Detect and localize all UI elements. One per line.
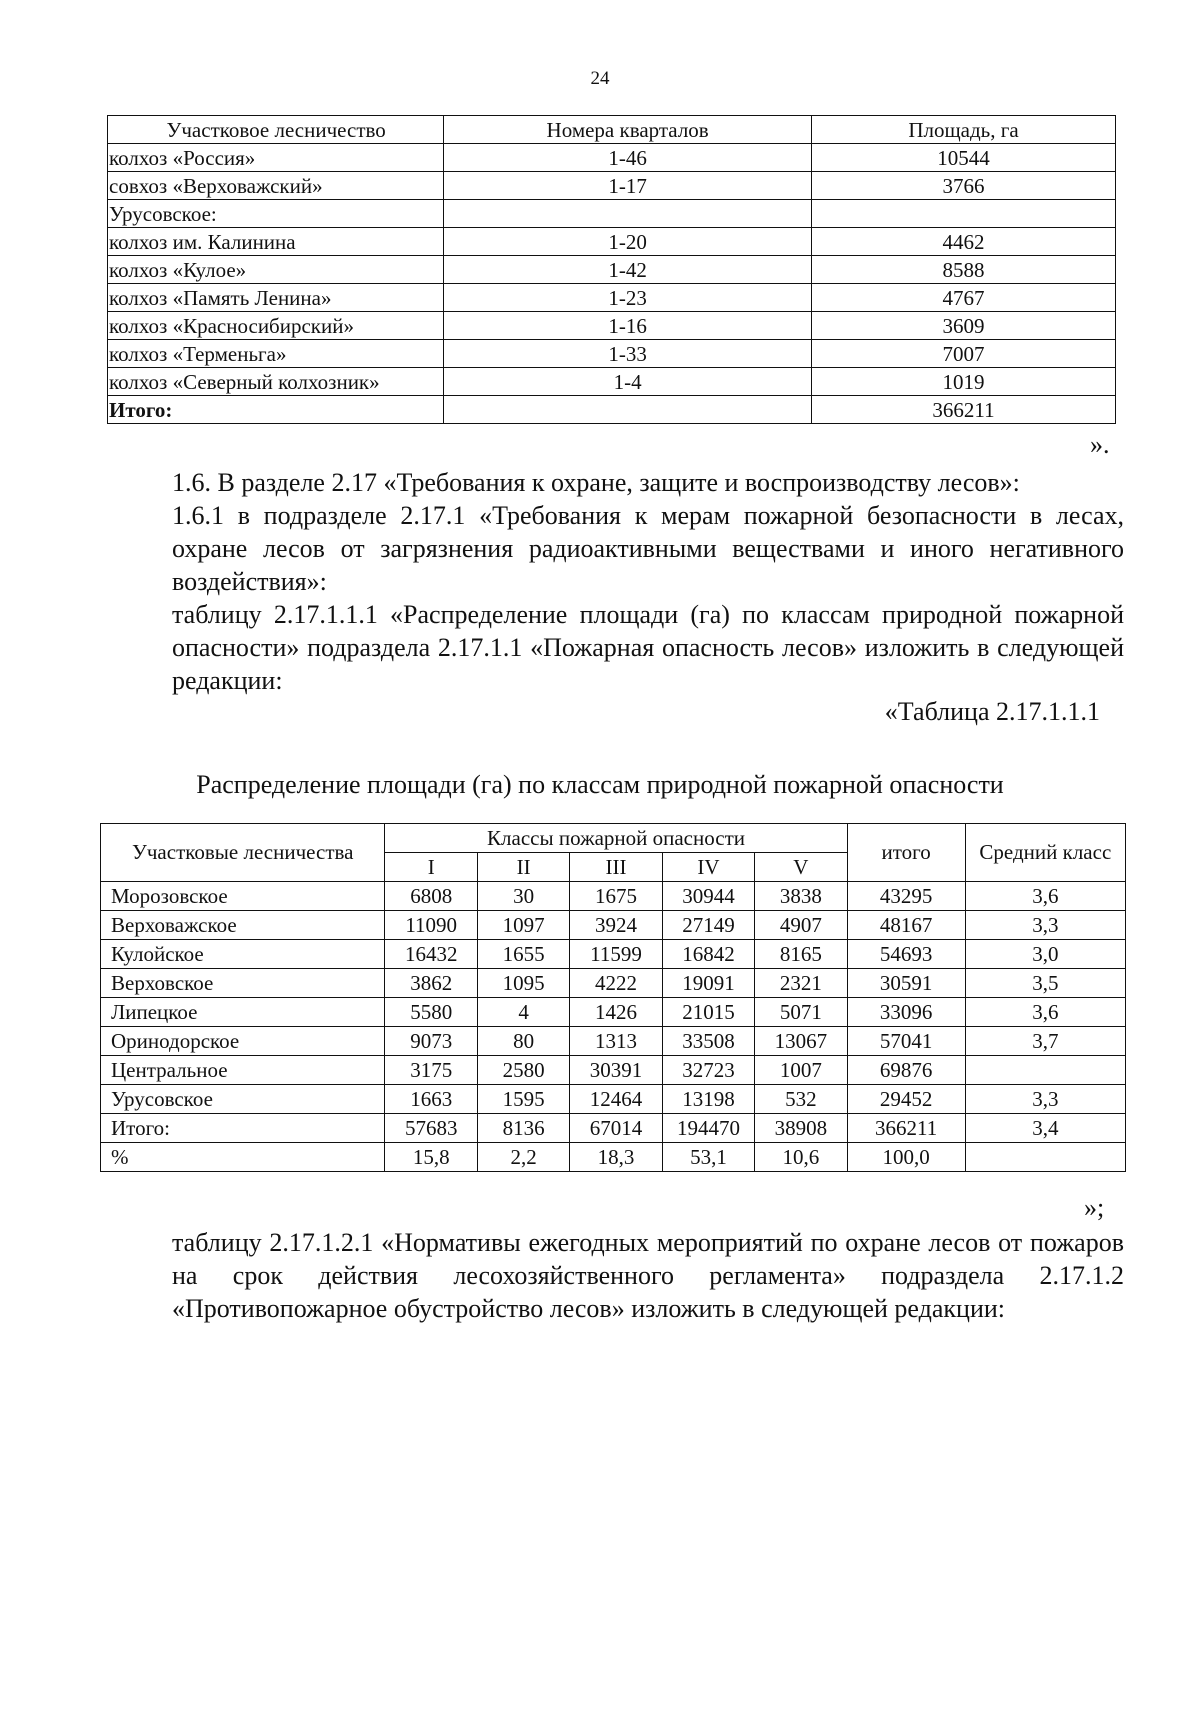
table-row (101, 940, 1126, 969)
table-row (101, 1114, 1126, 1143)
class-2-cell: 2,2 (477, 1143, 569, 1172)
quarters-cell (444, 396, 812, 424)
class-2-cell: 4 (477, 998, 569, 1027)
table-row (108, 228, 1116, 256)
total-cell: 29452 (847, 1085, 965, 1114)
class-3-cell: 12464 (570, 1085, 662, 1114)
header-quarters: Номера кварталов (444, 116, 812, 144)
avg-class-cell (965, 1056, 1125, 1085)
forestry-cell: колхоз «Красносибирский» (108, 312, 444, 340)
forestry-cell: совхоз «Верховажский» (108, 172, 444, 200)
class-1-cell: 1663 (385, 1085, 477, 1114)
header-forestry: Участковое лесничество (108, 116, 444, 144)
total-cell: 57041 (847, 1027, 965, 1056)
paragraph-1-6-1: 1.6.1 в подразделе 2.17.1 «Требования к мерам пожарной безопасности в лесах, охране лесов от загрязнения радиоактивными веществами и иного негативного воздействия»: (172, 501, 1124, 596)
class-2-cell: 8136 (477, 1114, 569, 1143)
class-3-cell: 4222 (570, 969, 662, 998)
avg-class-cell: 3,7 (965, 1027, 1125, 1056)
forestry-cell: Центральное (101, 1056, 385, 1085)
total-cell: 30591 (847, 969, 965, 998)
class-4-cell: 194470 (662, 1114, 754, 1143)
area-cell: 7007 (811, 340, 1115, 368)
table-row (101, 1143, 1126, 1172)
forestry-cell: колхоз «Терменьга» (108, 340, 444, 368)
class-2-cell: 30 (477, 882, 569, 911)
paragraph-table-intro: таблицу 2.17.1.1.1 «Распределение площади (га) по классам природной пожарной опасности» подраздела 2.17.1.1 «Пожарная опасность лесов» изложить в следующей редакции: (172, 600, 1124, 695)
area-cell (811, 200, 1115, 228)
table-caption: Распределение площади (га) по классам природной пожарной опасности (196, 770, 1004, 799)
total-cell: 100,0 (847, 1143, 965, 1172)
class-5-cell: 1007 (755, 1056, 847, 1085)
quarters-table (107, 115, 1116, 424)
class-label: V (755, 853, 847, 882)
table-row (108, 172, 1116, 200)
class-1-cell: 6808 (385, 882, 477, 911)
avg-class-cell: 3,4 (965, 1114, 1125, 1143)
total-cell: 33096 (847, 998, 965, 1027)
page-number: 24 (590, 68, 610, 89)
header-forestries: Участковые лесничества (101, 824, 385, 882)
class-3-cell: 1313 (570, 1027, 662, 1056)
avg-class-cell: 3,3 (965, 1085, 1125, 1114)
forestry-cell: колхоз «Северный колхозник» (108, 368, 444, 396)
class-5-cell: 13067 (755, 1027, 847, 1056)
class-4-cell: 19091 (662, 969, 754, 998)
table-header-row (108, 116, 1116, 144)
area-cell: 10544 (811, 144, 1115, 172)
class-3-cell: 30391 (570, 1056, 662, 1085)
table-row (108, 200, 1116, 228)
class-1-cell: 15,8 (385, 1143, 477, 1172)
class-5-cell: 532 (755, 1085, 847, 1114)
forestry-cell: Кулойское (101, 940, 385, 969)
forestry-cell: % (101, 1143, 385, 1172)
class-1-cell: 3175 (385, 1056, 477, 1085)
table-row (101, 1056, 1126, 1085)
area-cell: 4767 (811, 284, 1115, 312)
paragraph-table-2-intro: таблицу 2.17.1.2.1 «Нормативы ежегодных мероприятий по охране лесов от пожаров на срок действия лесохозяйственного регламента» подраздела 2.17.1.2 «Противопожарное обустройство лесов» изложить в следующей редакции: (172, 1228, 1124, 1323)
total-cell: 366211 (847, 1114, 965, 1143)
header-classes: Классы пожарной опасности (385, 824, 847, 853)
paragraph-1-6: 1.6. В разделе 2.17 «Требования к охране, защите и воспроизводству лесов»: (172, 468, 1020, 497)
avg-class-cell: 3,0 (965, 940, 1125, 969)
forestry-cell: Верховское (101, 969, 385, 998)
quarters-cell: 1-20 (444, 228, 812, 256)
class-4-cell: 16842 (662, 940, 754, 969)
table-row (101, 969, 1126, 998)
class-3-cell: 1426 (570, 998, 662, 1027)
class-5-cell: 2321 (755, 969, 847, 998)
forestry-cell: Итого: (108, 396, 444, 424)
class-4-cell: 32723 (662, 1056, 754, 1085)
forestry-cell: Оринодорское (101, 1027, 385, 1056)
class-label: I (385, 853, 477, 882)
area-cell: 3766 (811, 172, 1115, 200)
quarters-cell: 1-4 (444, 368, 812, 396)
quarters-cell: 1-42 (444, 256, 812, 284)
class-1-cell: 16432 (385, 940, 477, 969)
class-2-cell: 80 (477, 1027, 569, 1056)
class-label: IV (662, 853, 754, 882)
table-row (108, 312, 1116, 340)
forestry-cell: Урусовское: (108, 200, 444, 228)
class-5-cell: 10,6 (755, 1143, 847, 1172)
avg-class-cell (965, 1143, 1125, 1172)
class-2-cell: 1097 (477, 911, 569, 940)
class-4-cell: 21015 (662, 998, 754, 1027)
forestry-cell: колхоз «Память Ленина» (108, 284, 444, 312)
forestry-cell: Урусовское (101, 1085, 385, 1114)
class-2-cell: 2580 (477, 1056, 569, 1085)
closing-quote-1: ». (1090, 430, 1110, 459)
class-1-cell: 3862 (385, 969, 477, 998)
table-row (101, 1085, 1126, 1114)
fire-danger-table (100, 823, 1126, 1172)
table-row (108, 144, 1116, 172)
area-cell: 1019 (811, 368, 1115, 396)
class-3-cell: 18,3 (570, 1143, 662, 1172)
quarters-cell: 1-23 (444, 284, 812, 312)
forestry-cell: Морозовское (101, 882, 385, 911)
area-cell: 4462 (811, 228, 1115, 256)
table-row (108, 368, 1116, 396)
forestry-cell: Итого: (101, 1114, 385, 1143)
header-avg-class: Средний класс (965, 824, 1125, 882)
table-row (101, 998, 1126, 1027)
table-row (101, 1027, 1126, 1056)
area-cell: 366211 (811, 396, 1115, 424)
avg-class-cell: 3,6 (965, 998, 1125, 1027)
header-total: итого (847, 824, 965, 882)
total-cell: 43295 (847, 882, 965, 911)
class-4-cell: 27149 (662, 911, 754, 940)
class-3-cell: 67014 (570, 1114, 662, 1143)
table-row (108, 256, 1116, 284)
quarters-cell (444, 200, 812, 228)
class-2-cell: 1655 (477, 940, 569, 969)
forestry-cell: Липецкое (101, 998, 385, 1027)
class-4-cell: 33508 (662, 1027, 754, 1056)
class-1-cell: 57683 (385, 1114, 477, 1143)
avg-class-cell: 3,5 (965, 969, 1125, 998)
class-5-cell: 8165 (755, 940, 847, 969)
class-1-cell: 11090 (385, 911, 477, 940)
avg-class-cell: 3,6 (965, 882, 1125, 911)
class-3-cell: 11599 (570, 940, 662, 969)
class-3-cell: 1675 (570, 882, 662, 911)
table-row (108, 340, 1116, 368)
class-4-cell: 53,1 (662, 1143, 754, 1172)
class-4-cell: 13198 (662, 1085, 754, 1114)
class-5-cell: 4907 (755, 911, 847, 940)
total-cell: 69876 (847, 1056, 965, 1085)
forestry-cell: Верховажское (101, 911, 385, 940)
class-3-cell: 3924 (570, 911, 662, 940)
class-4-cell: 30944 (662, 882, 754, 911)
class-label: II (477, 853, 569, 882)
avg-class-cell: 3,3 (965, 911, 1125, 940)
forestry-cell: колхоз им. Калинина (108, 228, 444, 256)
quarters-cell: 1-16 (444, 312, 812, 340)
class-2-cell: 1095 (477, 969, 569, 998)
total-cell: 48167 (847, 911, 965, 940)
table-row (101, 882, 1126, 911)
table-row (108, 284, 1116, 312)
area-cell: 8588 (811, 256, 1115, 284)
forestry-cell: колхоз «Россия» (108, 144, 444, 172)
class-1-cell: 9073 (385, 1027, 477, 1056)
class-2-cell: 1595 (477, 1085, 569, 1114)
class-5-cell: 5071 (755, 998, 847, 1027)
class-label: III (570, 853, 662, 882)
area-cell: 3609 (811, 312, 1115, 340)
table-header-row (101, 824, 1126, 853)
closing-quote-2: »; (1084, 1193, 1105, 1222)
table-reference: «Таблица 2.17.1.1.1 (884, 697, 1100, 726)
header-area: Площадь, га (811, 116, 1115, 144)
class-5-cell: 3838 (755, 882, 847, 911)
table-row (101, 911, 1126, 940)
quarters-cell: 1-33 (444, 340, 812, 368)
class-1-cell: 5580 (385, 998, 477, 1027)
quarters-cell: 1-46 (444, 144, 812, 172)
quarters-cell: 1-17 (444, 172, 812, 200)
total-cell: 54693 (847, 940, 965, 969)
class-5-cell: 38908 (755, 1114, 847, 1143)
forestry-cell: колхоз «Кулое» (108, 256, 444, 284)
table-row (108, 396, 1116, 424)
